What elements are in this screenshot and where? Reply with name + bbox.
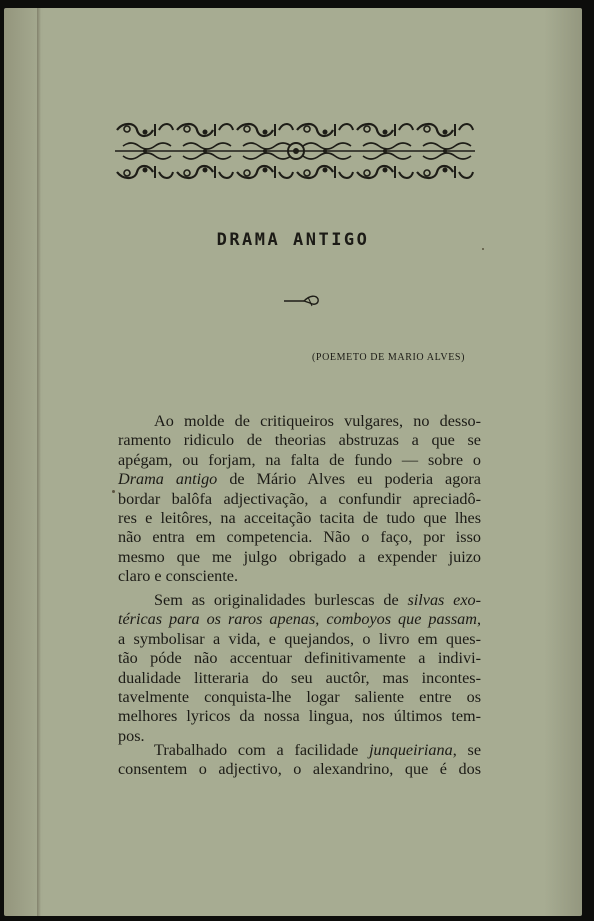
paragraph-3 [118, 741, 481, 780]
text-fragment: Trabalhado com a facilidade [154, 741, 370, 759]
title-flourish-icon [282, 294, 322, 308]
italic-word: junqueiriana [369, 741, 453, 759]
text-line: dualidade litteraria do seu auctôr, mas incontes- [118, 668, 481, 687]
text-line: Ao molde de critiqueiros vulgares, no desso- [154, 412, 481, 430]
text-line: bordar balôfa adjectivação, a confundir apreciadô- [118, 489, 481, 508]
text-line: claro e consciente. [118, 567, 238, 586]
italic-phrase: comboyos que passam [326, 610, 477, 629]
text-line: pos. [118, 726, 145, 745]
italic-phrase: téricas para os raros apenas [118, 610, 316, 629]
text-line: tavelmente conquista-lhe logar saliente entre os [118, 688, 481, 707]
text-line: mesmo que me julgo obrigado a expender juizo [118, 547, 481, 566]
text-line: apégam, ou forjam, na falta de fundo — sobre o [118, 450, 481, 469]
decorative-header-ornament [115, 118, 477, 184]
text-line: res e leitôres, na acceitação tacita de tudo que lhes [118, 509, 481, 528]
paper-speck [112, 490, 115, 493]
text-line: ramento ridiculo de theorias abstruzas a que se [118, 431, 481, 450]
italic-title: Drama antigo [118, 470, 218, 489]
text-line: não entra em competencia. Não o faço, por isso [118, 528, 481, 547]
paragraph-2 [118, 591, 481, 746]
paragraph-1 [118, 412, 481, 587]
text-fragment: de Mário Alves eu poderia agora [217, 470, 481, 489]
text-line [118, 591, 481, 610]
page-gutter-shadow [37, 8, 41, 916]
text-line: consentem o adjectivo, o alexandrino, que é dos [118, 760, 481, 779]
italic-phrase: silvas exo- [407, 591, 481, 609]
subtitle: (POEMETO DE MARIO ALVES) [312, 352, 466, 363]
text-fragment: Sem as originalidades burlescas de [154, 591, 408, 609]
text-fragment: , se [452, 741, 481, 759]
section-title: DRAMA ANTIGO [216, 230, 370, 250]
book-page [4, 8, 582, 916]
text-line [118, 470, 481, 489]
text-line: a symbolisar a vida, e quejandos, o livro em ques- [118, 629, 481, 648]
text-fragment: , [476, 610, 481, 629]
text-line: melhores lyricos da nossa lingua, nos últimos tem- [118, 707, 481, 726]
text-line [118, 741, 481, 760]
text-line [118, 610, 481, 629]
paper-speck [482, 248, 484, 250]
text-fragment: , [315, 610, 327, 629]
text-line: tão póde não accentuar definitivamente a indivi- [118, 649, 481, 668]
